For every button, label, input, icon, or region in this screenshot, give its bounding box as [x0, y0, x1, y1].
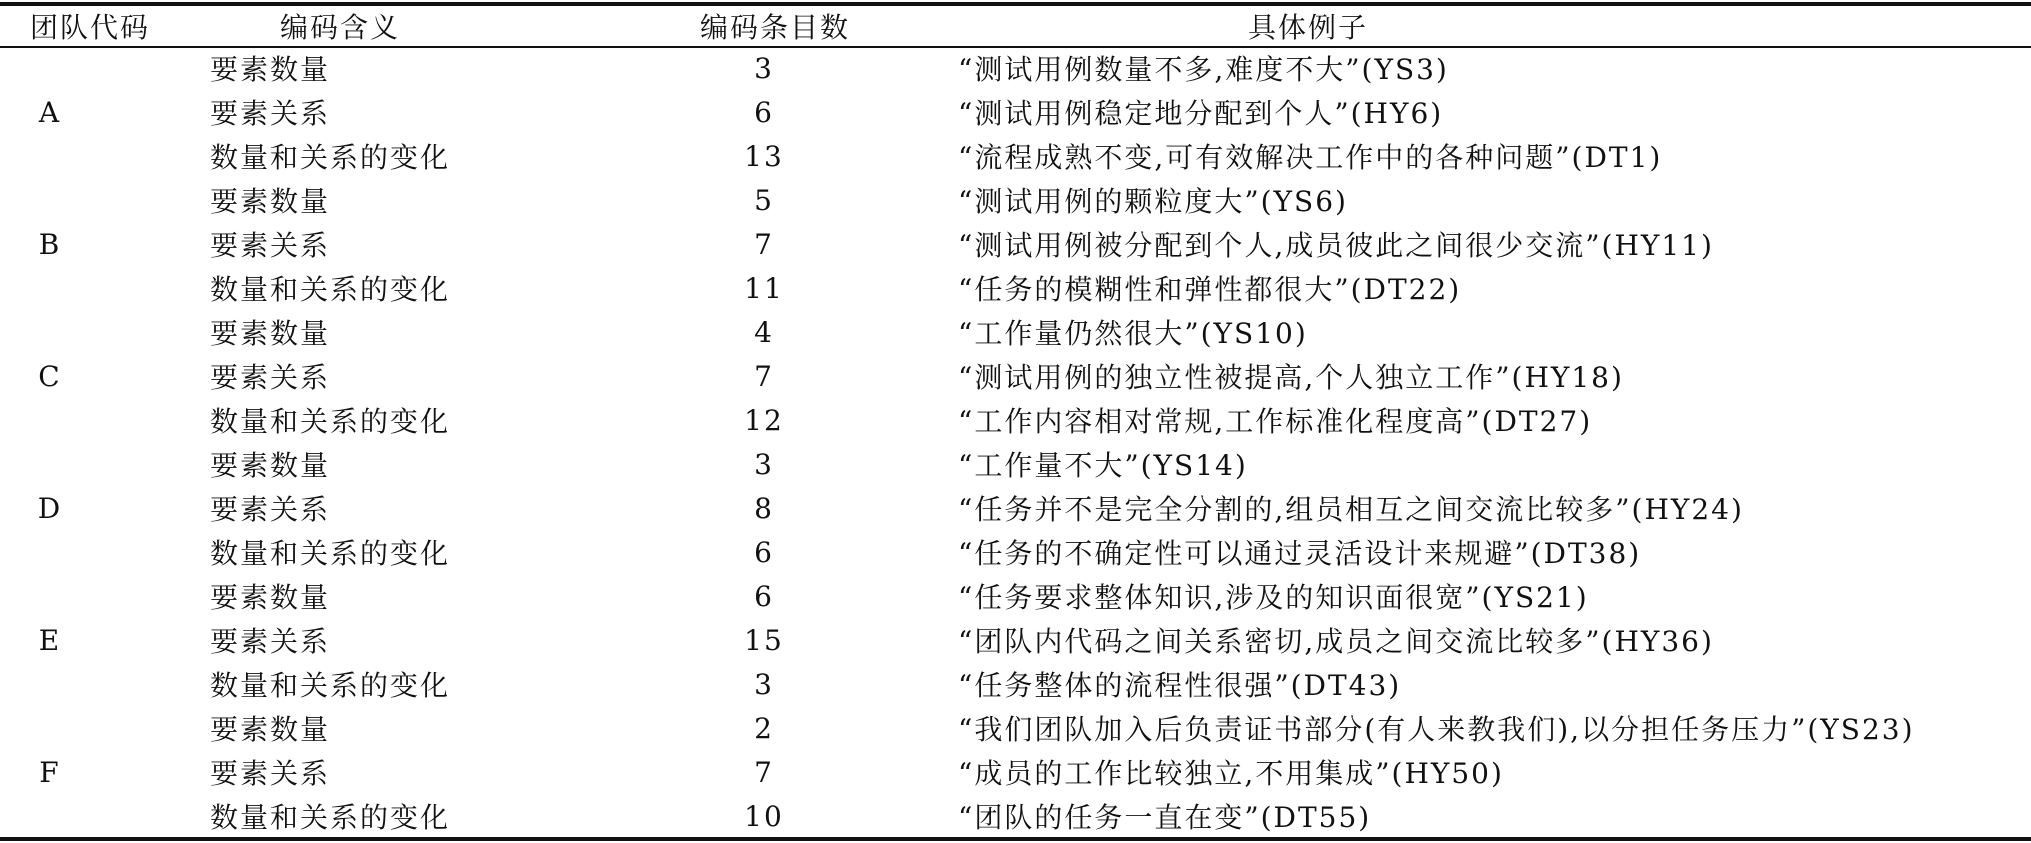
meaning-cell: 数量和关系的变化	[210, 801, 451, 834]
meaning-cell: 要素关系	[210, 97, 331, 130]
meaning-cell: 数量和关系的变化	[210, 273, 451, 306]
count-cell: 5	[754, 183, 774, 217]
table-row	[0, 134, 2031, 178]
table-row	[0, 46, 2031, 90]
count-cell: 7	[754, 359, 774, 393]
meaning-cell: 要素数量	[210, 581, 331, 614]
table-row	[0, 222, 2031, 266]
team-code-cell: E	[38, 623, 62, 657]
table-row	[0, 574, 2031, 618]
count-cell: 6	[754, 579, 774, 613]
example-cell: “测试用例数量不多,难度不大”(YS3)	[958, 53, 1449, 86]
team-code-cell: D	[37, 491, 63, 525]
meaning-cell: 要素关系	[210, 757, 331, 790]
team-code-cell: F	[39, 755, 61, 789]
count-cell: 3	[754, 447, 774, 481]
example-cell: “测试用例的独立性被提高,个人独立工作”(HY18)	[958, 361, 1624, 394]
count-cell: 8	[754, 491, 774, 525]
table-row	[0, 486, 2031, 530]
header-team-code: 团队代码	[30, 11, 151, 44]
table-row	[0, 618, 2031, 662]
count-cell: 13	[744, 139, 784, 173]
example-cell: “任务整体的流程性很强”(DT43)	[958, 669, 1402, 702]
example-cell: “任务并不是完全分割的,组员相互之间交流比较多”(HY24)	[958, 493, 1744, 526]
meaning-cell: 要素关系	[210, 493, 331, 526]
count-cell: 6	[754, 535, 774, 569]
count-cell: 3	[754, 51, 774, 85]
example-cell: “工作内容相对常规,工作标准化程度高”(DT27)	[958, 405, 1593, 438]
count-cell: 11	[744, 271, 784, 305]
table-row	[0, 750, 2031, 794]
count-cell: 4	[754, 315, 774, 349]
count-cell: 2	[754, 711, 774, 745]
example-cell: “团队内代码之间关系密切,成员之间交流比较多”(HY36)	[958, 625, 1714, 658]
coding-table	[0, 6, 2031, 838]
table-row	[0, 530, 2031, 574]
table-row	[0, 794, 2031, 838]
example-cell: “任务要求整体知识,涉及的知识面很宽”(YS21)	[958, 581, 1589, 614]
meaning-cell: 要素数量	[210, 185, 331, 218]
example-cell: “成员的工作比较独立,不用集成”(HY50)	[958, 757, 1504, 790]
count-cell: 15	[744, 623, 784, 657]
header-row	[0, 6, 2031, 46]
meaning-cell: 要素数量	[210, 449, 331, 482]
example-cell: “测试用例稳定地分配到个人”(HY6)	[958, 97, 1444, 130]
example-cell: “测试用例的颗粒度大”(YS6)	[958, 185, 1348, 218]
team-code-cell: C	[38, 359, 62, 393]
example-cell: “流程成熟不变,可有效解决工作中的各种问题”(DT1)	[958, 141, 1663, 174]
table-row	[0, 354, 2031, 398]
header-example: 具体例子	[1248, 11, 1369, 44]
example-cell: “测试用例被分配到个人,成员彼此之间很少交流”(HY11)	[958, 229, 1714, 262]
table-row	[0, 90, 2031, 134]
table-row	[0, 178, 2031, 222]
example-cell: “工作量不大”(YS14)	[958, 449, 1248, 482]
example-cell: “任务的模糊性和弹性都很大”(DT22)	[958, 273, 1462, 306]
table-row	[0, 706, 2031, 750]
team-code-cell: B	[38, 227, 62, 261]
count-cell: 10	[744, 799, 784, 833]
table-row	[0, 442, 2031, 486]
meaning-cell: 数量和关系的变化	[210, 669, 451, 702]
meaning-cell: 数量和关系的变化	[210, 537, 451, 570]
example-cell: “工作量仍然很大”(YS10)	[958, 317, 1308, 350]
header-meaning: 编码含义	[280, 11, 401, 44]
example-cell: “我们团队加入后负责证书部分(有人来教我们),以分担任务压力”(YS23)	[958, 713, 1915, 746]
example-cell: “团队的任务一直在变”(DT55)	[958, 801, 1372, 834]
team-code-cell: A	[38, 95, 62, 129]
count-cell: 12	[744, 403, 784, 437]
count-cell: 3	[754, 667, 774, 701]
table-row	[0, 310, 2031, 354]
table-row	[0, 662, 2031, 706]
meaning-cell: 数量和关系的变化	[210, 405, 451, 438]
count-cell: 7	[754, 227, 774, 261]
header-count: 编码条目数	[700, 11, 851, 44]
example-cell: “任务的不确定性可以通过灵活设计来规避”(DT38)	[958, 537, 1642, 570]
count-cell: 6	[754, 95, 774, 129]
table-body	[0, 46, 2031, 838]
meaning-cell: 数量和关系的变化	[210, 141, 451, 174]
meaning-cell: 要素关系	[210, 229, 331, 262]
count-cell: 7	[754, 755, 774, 789]
table-row	[0, 266, 2031, 310]
meaning-cell: 要素关系	[210, 625, 331, 658]
meaning-cell: 要素数量	[210, 713, 331, 746]
meaning-cell: 要素数量	[210, 317, 331, 350]
table-row	[0, 398, 2031, 442]
meaning-cell: 要素关系	[210, 361, 331, 394]
meaning-cell: 要素数量	[210, 53, 331, 86]
